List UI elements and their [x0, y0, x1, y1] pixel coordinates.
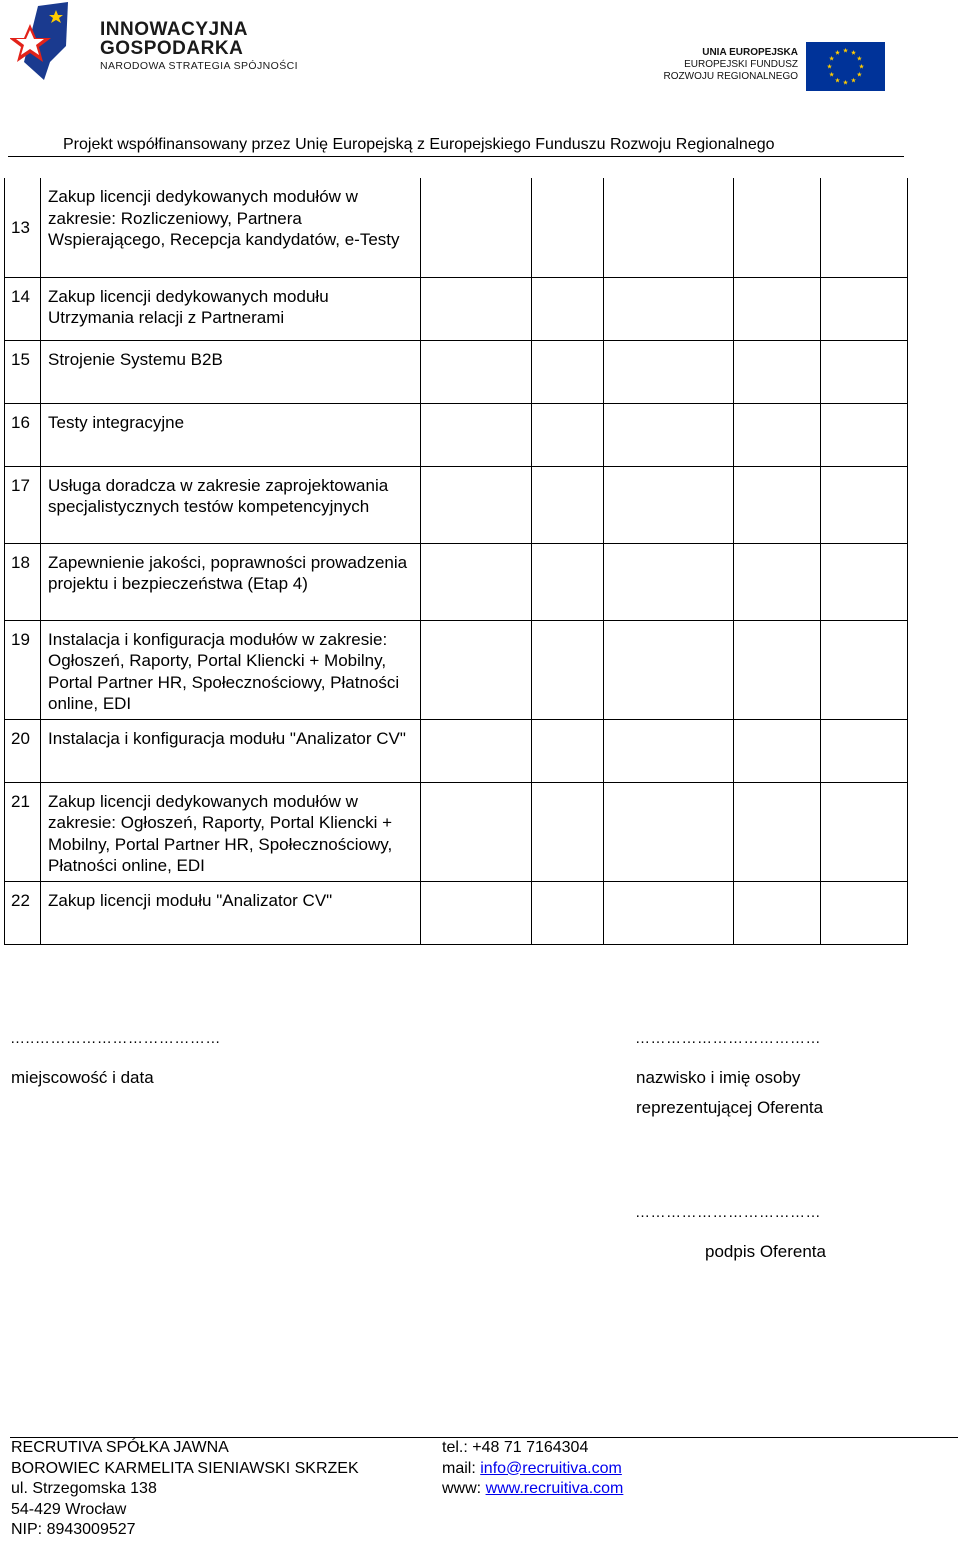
empty-cell	[734, 782, 821, 881]
logo-subtitle: NARODOWA STRATEGIA SPÓJNOŚCI	[100, 60, 298, 72]
footer-mail-line	[442, 1459, 623, 1480]
representative-dots: ………………………………	[635, 1030, 821, 1047]
signature-dots: ………………………………	[635, 1204, 821, 1221]
empty-cell	[421, 620, 532, 719]
empty-cell	[532, 782, 604, 881]
empty-cell	[734, 719, 821, 782]
row-number: 13	[5, 178, 41, 277]
empty-cell	[421, 543, 532, 620]
table-row	[5, 881, 908, 944]
empty-cell	[821, 881, 908, 944]
table-row	[5, 782, 908, 881]
innowacyjna-gospodarka-logo	[10, 2, 310, 80]
eu-fund-logo	[660, 42, 890, 92]
empty-cell	[734, 881, 821, 944]
empty-cell	[604, 782, 734, 881]
empty-cell	[821, 403, 908, 466]
empty-cell	[734, 620, 821, 719]
footer-mail-label: mail:	[442, 1459, 481, 1477]
table-row	[5, 466, 908, 543]
empty-cell	[734, 466, 821, 543]
row-description: Zakup licencji modułu "Analizator CV"	[41, 881, 421, 944]
row-number: 21	[5, 782, 41, 881]
empty-cell	[532, 403, 604, 466]
footer-company-name: RECRUTIVA SPÓŁKA JAWNA	[11, 1439, 229, 1456]
empty-cell	[821, 620, 908, 719]
star-badge-icon	[10, 2, 80, 80]
row-description: Zakup licencji dedykowanych modułów w zakresie: Ogłoszeń, Raporty, Portal Kliencki + Mobilny, Portal Partner HR, Społecznościowy, Płatności online, EDI	[41, 782, 421, 881]
row-description: Testy integracyjne	[41, 403, 421, 466]
row-description: Zakup licencji dedykowanych modułu Utrzymania relacji z Partnerami	[41, 277, 421, 340]
empty-cell	[532, 178, 604, 277]
table-row	[5, 543, 908, 620]
empty-cell	[604, 340, 734, 403]
empty-cell	[604, 403, 734, 466]
empty-cell	[421, 178, 532, 277]
empty-cell	[421, 340, 532, 403]
empty-cell	[734, 543, 821, 620]
empty-cell	[532, 543, 604, 620]
empty-cell	[532, 277, 604, 340]
empty-cell	[421, 277, 532, 340]
empty-cell	[604, 719, 734, 782]
table-row	[5, 340, 908, 403]
place-date-label: miejscowość i data	[11, 1068, 154, 1087]
empty-cell	[821, 466, 908, 543]
empty-cell	[604, 466, 734, 543]
footer-partners: BOROWIEC KARMELITA SIENIAWSKI SKRZEK	[11, 1459, 359, 1477]
empty-cell	[532, 466, 604, 543]
empty-cell	[421, 782, 532, 881]
row-number: 14	[5, 277, 41, 340]
empty-cell	[604, 620, 734, 719]
row-description: Strojenie Systemu B2B	[41, 340, 421, 403]
empty-cell	[821, 543, 908, 620]
empty-cell	[734, 178, 821, 277]
row-description: Zapewnienie jakości, poprawności prowadzenia projektu i bezpieczeństwa (Etap 4)	[41, 543, 421, 620]
empty-cell	[734, 403, 821, 466]
footer-contact-block	[442, 1438, 623, 1500]
footer-street: ul. Strzegomska 138	[11, 1480, 157, 1497]
eu-flag-icon	[806, 42, 885, 91]
empty-cell	[734, 340, 821, 403]
footer-company-block	[11, 1438, 359, 1541]
empty-cell	[734, 277, 821, 340]
row-description: Zakup licencji dedykowanych modułów w zakresie: Rozliczeniowy, Partnera Wspierającego, Recepcja kandydatów, e-Testy	[41, 178, 421, 277]
table-row	[5, 403, 908, 466]
representative-label-line2: reprezentującej Oferenta	[636, 1098, 824, 1117]
project-cofinancing-line: Projekt współfinansowany przez Unię Europejską z Europejskiego Funduszu Rozwoju Regionalnego	[63, 136, 775, 153]
footer-www-label: www:	[442, 1480, 486, 1497]
empty-cell	[532, 719, 604, 782]
empty-cell	[604, 277, 734, 340]
empty-cell	[532, 881, 604, 944]
empty-cell	[421, 719, 532, 782]
empty-cell	[532, 620, 604, 719]
empty-cell	[821, 277, 908, 340]
items-table	[4, 178, 908, 945]
row-description: Instalacja i konfiguracja modułu "Analizator CV"	[41, 719, 421, 782]
empty-cell	[604, 543, 734, 620]
footer-nip: NIP: 8943009527	[11, 1521, 136, 1538]
table-row	[5, 178, 908, 277]
row-description: Usługa doradcza w zakresie zaprojektowania specjalistycznych testów kompetencyjnych	[41, 466, 421, 543]
table-row	[5, 277, 908, 340]
empty-cell	[821, 178, 908, 277]
footer-www-link[interactable]: www.recruitiva.com	[485, 1480, 624, 1497]
footer-city: 54-429 Wrocław	[11, 1500, 127, 1518]
row-number: 16	[5, 403, 41, 466]
row-number: 22	[5, 881, 41, 944]
eu-fund-text: UNIA EUROPEJSKA EUROPEJSKI FUNDUSZ ROZWOJU REGIONALNEGO	[663, 47, 798, 82]
row-number: 15	[5, 340, 41, 403]
empty-cell	[604, 881, 734, 944]
logo-title: INNOWACYJNA GOSPODARKA	[100, 19, 249, 59]
footer-tel: tel.: +48 71 7164304	[442, 1439, 589, 1456]
row-description: Instalacja i konfiguracja modułów w zakresie: Ogłoszeń, Raporty, Portal Kliencki + Mobilny, Portal Partner HR, Społecznościowy, Płatności online, EDI	[41, 620, 421, 719]
row-number: 18	[5, 543, 41, 620]
empty-cell	[421, 466, 532, 543]
empty-cell	[421, 403, 532, 466]
row-number: 19	[5, 620, 41, 719]
table-row	[5, 719, 908, 782]
empty-cell	[821, 340, 908, 403]
empty-cell	[821, 782, 908, 881]
row-number: 20	[5, 719, 41, 782]
footer-mail-link[interactable]: info@recruitiva.com	[480, 1459, 622, 1477]
empty-cell	[821, 719, 908, 782]
table-row	[5, 620, 908, 719]
empty-cell	[421, 881, 532, 944]
signature-label: podpis Oferenta	[705, 1242, 826, 1261]
empty-cell	[532, 340, 604, 403]
footer-www-line	[442, 1479, 623, 1500]
representative-label-line1: nazwisko i imię osoby	[636, 1068, 801, 1087]
header-divider	[8, 156, 904, 157]
empty-cell	[604, 178, 734, 277]
row-number: 17	[5, 466, 41, 543]
place-date-dots: …..………………………………	[10, 1030, 221, 1047]
